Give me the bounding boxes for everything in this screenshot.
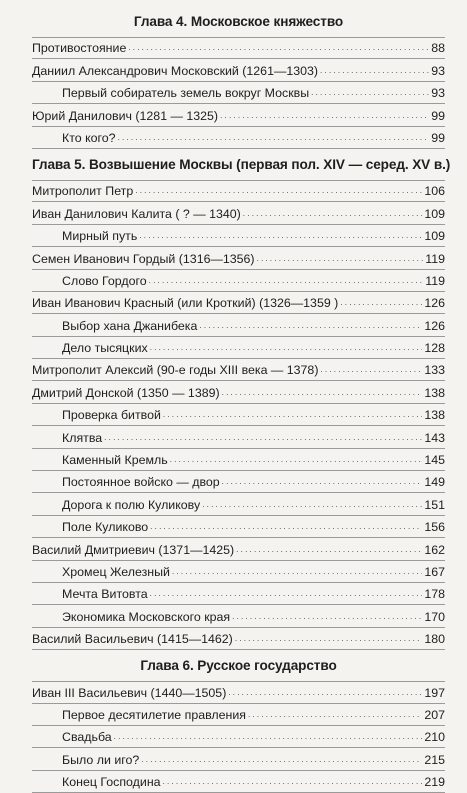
toc-entry-title: Слово Гордого [62,273,147,288]
toc-entry [32,681,445,703]
toc-entry [32,359,445,381]
toc-entry-title: Митрополит Алексий (90-е годы XIII века — 1378) [32,363,319,378]
toc-subentry [32,726,445,748]
dot-leader [248,703,422,725]
dot-leader [236,538,422,560]
toc-page-number: 119 [425,273,445,288]
toc-subentry [32,771,445,793]
dot-leader [220,104,429,126]
toc-page-number: 99 [431,108,445,123]
toc-page-number: 119 [425,251,445,266]
dot-leader [114,725,423,747]
dot-leader [104,426,422,448]
toc-subentry [32,337,445,359]
toc-page-number: 210 [424,730,445,745]
toc-subentry [32,516,445,538]
toc-page-number: 138 [424,408,445,423]
toc-page-number: 149 [424,475,445,490]
dot-leader [135,179,422,201]
toc-entry-title: Конец Господина [62,775,161,790]
dot-leader [163,403,422,425]
chapter-section [32,656,445,793]
dot-leader [202,493,422,515]
dot-leader [199,314,422,336]
toc-entry-title: Было ли иго? [62,752,140,767]
toc-entry-title: Выбор хана Джанибека [62,318,198,333]
toc-page-number: 162 [424,542,445,557]
toc-entry [32,628,445,650]
table-of-contents [32,12,451,793]
toc-page-number: 93 [431,86,445,101]
toc-subentry [32,471,445,493]
toc-entry-title: Митрополит Петр [32,184,134,199]
toc-entry [32,180,445,202]
toc-page-number: 151 [424,497,445,512]
toc-entry-title: Семен Иванович Гордый (1316—1356) [32,251,255,266]
toc-subentry [32,270,445,292]
toc-subentry [32,704,445,726]
toc-subentry [32,82,445,104]
toc-subentry [32,127,445,149]
toc-page-number: 109 [424,229,445,244]
dot-leader [320,59,429,81]
dot-leader [150,582,423,604]
dot-leader [149,269,424,291]
dot-leader [172,560,422,582]
toc-page-number: 207 [424,707,445,722]
toc-entry-title: Юрий Данилович (1281 — 1325) [32,108,219,123]
toc-entry-title: Василий Васильевич (1415—1462) [32,632,233,647]
toc-subentry [32,449,445,471]
toc-page-number: 138 [424,385,445,400]
toc-page-number: 145 [424,453,445,468]
toc-page-number: 126 [424,318,445,333]
toc-entry [32,538,445,560]
dot-leader [170,448,423,470]
toc-page-number: 180 [424,632,445,647]
toc-entry-title: Клятва [62,430,103,445]
toc-subentry [32,605,445,627]
toc-entry [32,202,445,224]
toc-page-number: 93 [431,63,445,78]
toc-page-number: 88 [431,41,445,56]
dot-leader [228,681,422,703]
toc-page-number: 106 [424,184,445,199]
chapter-section [32,12,445,149]
dot-leader [163,770,423,792]
toc-entry-title: Дело тысяцких [62,341,148,356]
chapter-title: Глава 4. Московское княжество [133,14,344,29]
dot-leader [243,202,423,224]
toc-page-number: 99 [431,130,445,145]
dot-leader [139,224,422,246]
toc-entry-title: Поле Куликово [62,520,149,535]
toc-entry-title: Первое десятилетие правления [62,707,247,722]
toc-entry-title: Мирный путь [62,229,138,244]
toc-entry [32,104,445,126]
toc-page-number: 156 [424,520,445,535]
toc-page-number: 219 [424,775,445,790]
toc-page-number: 167 [424,564,445,579]
toc-entry-title: Дорога к полю Куликову [62,497,201,512]
dot-leader [118,126,430,148]
toc-entry [32,59,445,81]
toc-entry-title: Иван III Васильевич (1440—1505) [32,685,227,700]
chapter-section [32,155,451,650]
toc-entry-list [32,37,445,149]
dot-leader [320,358,422,380]
toc-subentry [32,748,445,770]
toc-entry-title: Даниил Александрович Московский (1261—1303) [32,63,319,78]
chapter-title: Глава 5. Возвышение Москвы (первая пол. XIV — серед. XV в.) [32,156,451,172]
toc-entry-title: Иван Данилович Калита ( ? — 1340) [32,206,241,221]
toc-entry-title: Хромец Железный [62,564,170,579]
toc-entry [32,292,445,314]
toc-page-number: 197 [424,685,445,700]
toc-page-number: 133 [424,363,445,378]
toc-subentry [32,314,445,336]
toc-entry-title: Противостояние [32,41,127,56]
toc-entry [32,381,445,403]
dot-leader [150,515,422,537]
chapter-title: Глава 6. Русское государство [140,658,337,674]
dot-leader [311,81,429,103]
toc-page-number: 126 [424,296,445,311]
toc-page-number: 215 [424,752,445,767]
dot-leader [150,336,423,358]
toc-entry-title: Свадьба [62,730,112,745]
toc-subentry [32,561,445,583]
toc-page-number: 178 [424,587,445,602]
toc-entry-title: Иван Иванович Красный (или Кроткий) (1326—1359 ) [32,296,339,311]
toc-subentry [32,404,445,426]
toc-entry-list [32,180,445,650]
toc-entry-title: Кто кого? [62,130,116,145]
toc-entry-title: Экономика Московского края [62,609,231,624]
toc-subentry [32,493,445,515]
toc-entry-title: Василий Дмитриевич (1371—1425) [32,542,235,557]
toc-subentry [32,426,445,448]
toc-subentry [32,583,445,605]
dot-leader [232,605,422,627]
toc-entry-title: Постоянное войско — двор [62,475,220,490]
toc-entry-title: Проверка битвой [62,408,161,423]
toc-entry-title: Дмитрий Донской (1350 — 1389) [32,385,220,400]
toc-page-number: 143 [424,430,445,445]
toc-page-number: 128 [424,341,445,356]
toc-subentry [32,225,445,247]
toc-entry-title: Первый собиратель земель вокруг Москвы [62,86,310,101]
toc-entry [32,37,445,59]
toc-entry-list [32,681,445,793]
dot-leader [222,470,423,492]
dot-leader [235,627,423,649]
toc-page-number: 170 [424,609,445,624]
toc-page-number: 109 [424,206,445,221]
toc-entry-title: Мечта Витовта [62,587,148,602]
dot-leader [141,748,422,770]
dot-leader [128,36,429,58]
dot-leader [257,247,424,269]
toc-entry-title: Каменный Кремль [62,453,168,468]
toc-entry [32,247,445,269]
dot-leader [340,291,422,313]
dot-leader [222,381,423,403]
